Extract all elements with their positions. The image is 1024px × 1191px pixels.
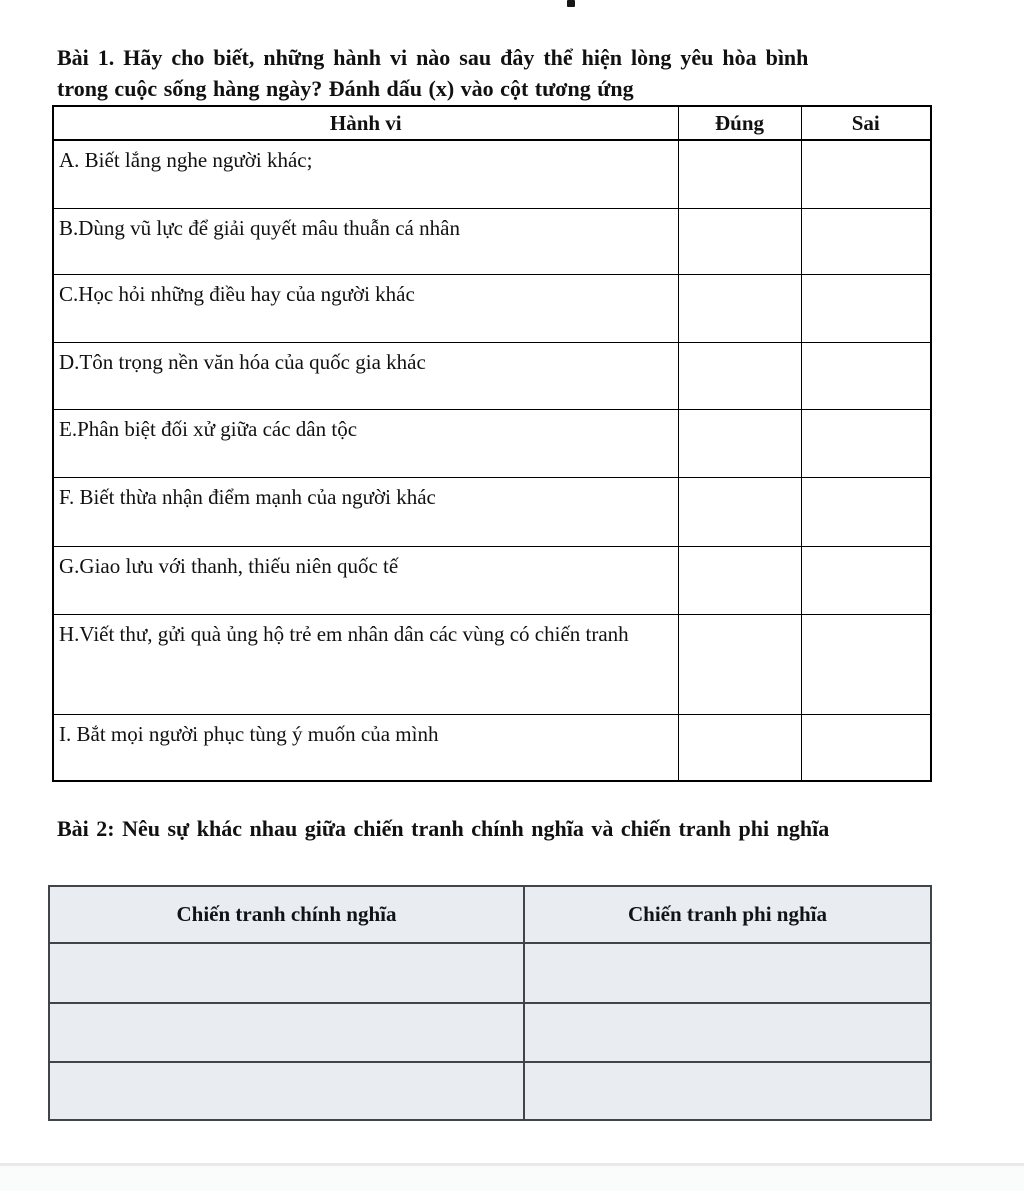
unjust-war-answer-cell[interactable] (524, 943, 931, 1003)
war-table-empty-row (49, 1003, 931, 1062)
wrong-answer-cell[interactable] (801, 140, 931, 208)
wrong-answer-cell[interactable] (801, 714, 931, 781)
correct-answer-cell[interactable] (678, 409, 801, 477)
behavior-row-d (53, 342, 931, 409)
behavior-cell: A. Biết lắng nghe người khác; (53, 140, 678, 208)
behavior-cell: B.Dùng vũ lực để giải quyết mâu thuẫn cá nhân (53, 208, 678, 274)
wrong-answer-cell[interactable] (801, 477, 931, 546)
column-header-correct: Đúng (678, 106, 801, 140)
behavior-cell: D.Tôn trọng nền văn hóa của quốc gia khác (53, 342, 678, 409)
behavior-table (52, 105, 932, 782)
exercise1-title-line2: trong cuộc sống hàng ngày? Đánh dấu (x) vào cột tương ứng (57, 76, 634, 101)
behavior-cell: E.Phân biệt đối xử giữa các dân tộc (53, 409, 678, 477)
behavior-row-g (53, 546, 931, 614)
cropped-text-artifact (567, 0, 575, 7)
behavior-row-h (53, 614, 931, 714)
column-header-just-war: Chiến tranh chính nghĩa (49, 886, 524, 943)
exercise1-title-line1: Bài 1. Hãy cho biết, những hành vi nào sau đây thể hiện lòng yêu hòa bình (57, 45, 809, 70)
behavior-row-c (53, 274, 931, 342)
war-table-empty-row (49, 943, 931, 1003)
exercise1-title (57, 42, 937, 104)
correct-answer-cell[interactable] (678, 714, 801, 781)
wrong-answer-cell[interactable] (801, 208, 931, 274)
correct-answer-cell[interactable] (678, 477, 801, 546)
unjust-war-answer-cell[interactable] (524, 1003, 931, 1062)
behavior-row-a (53, 140, 931, 208)
wrong-answer-cell[interactable] (801, 614, 931, 714)
column-header-behavior: Hành vi (53, 106, 678, 140)
column-header-wrong: Sai (801, 106, 931, 140)
behavior-cell: C.Học hỏi những điều hay của người khác (53, 274, 678, 342)
behavior-row-f (53, 477, 931, 546)
page-footer-background (0, 1166, 1024, 1191)
behavior-row-b (53, 208, 931, 274)
just-war-answer-cell[interactable] (49, 1062, 524, 1120)
behavior-cell: I. Bắt mọi người phục tùng ý muốn của mình (53, 714, 678, 781)
exercise2-title: Bài 2: Nêu sự khác nhau giữa chiến tranh chính nghĩa và chiến tranh phi nghĩa (57, 816, 830, 841)
behavior-row-e (53, 409, 931, 477)
war-table-empty-row (49, 1062, 931, 1120)
behavior-cell: F. Biết thừa nhận điểm mạnh của người khác (53, 477, 678, 546)
wrong-answer-cell[interactable] (801, 342, 931, 409)
just-war-answer-cell[interactable] (49, 1003, 524, 1062)
behavior-row-i (53, 714, 931, 781)
behavior-cell: G.Giao lưu với thanh, thiếu niên quốc tế (53, 546, 678, 614)
correct-answer-cell[interactable] (678, 274, 801, 342)
wrong-answer-cell[interactable] (801, 546, 931, 614)
behavior-table-header-row (53, 106, 931, 140)
correct-answer-cell[interactable] (678, 140, 801, 208)
wrong-answer-cell[interactable] (801, 274, 931, 342)
column-header-unjust-war: Chiến tranh phi nghĩa (524, 886, 931, 943)
wrong-answer-cell[interactable] (801, 409, 931, 477)
war-comparison-table (48, 885, 932, 1121)
just-war-answer-cell[interactable] (49, 943, 524, 1003)
unjust-war-answer-cell[interactable] (524, 1062, 931, 1120)
correct-answer-cell[interactable] (678, 208, 801, 274)
behavior-cell: H.Viết thư, gửi quà ủng hộ trẻ em nhân dân các vùng có chiến tranh (53, 614, 678, 714)
correct-answer-cell[interactable] (678, 342, 801, 409)
war-table-header-row (49, 886, 931, 943)
correct-answer-cell[interactable] (678, 546, 801, 614)
correct-answer-cell[interactable] (678, 614, 801, 714)
